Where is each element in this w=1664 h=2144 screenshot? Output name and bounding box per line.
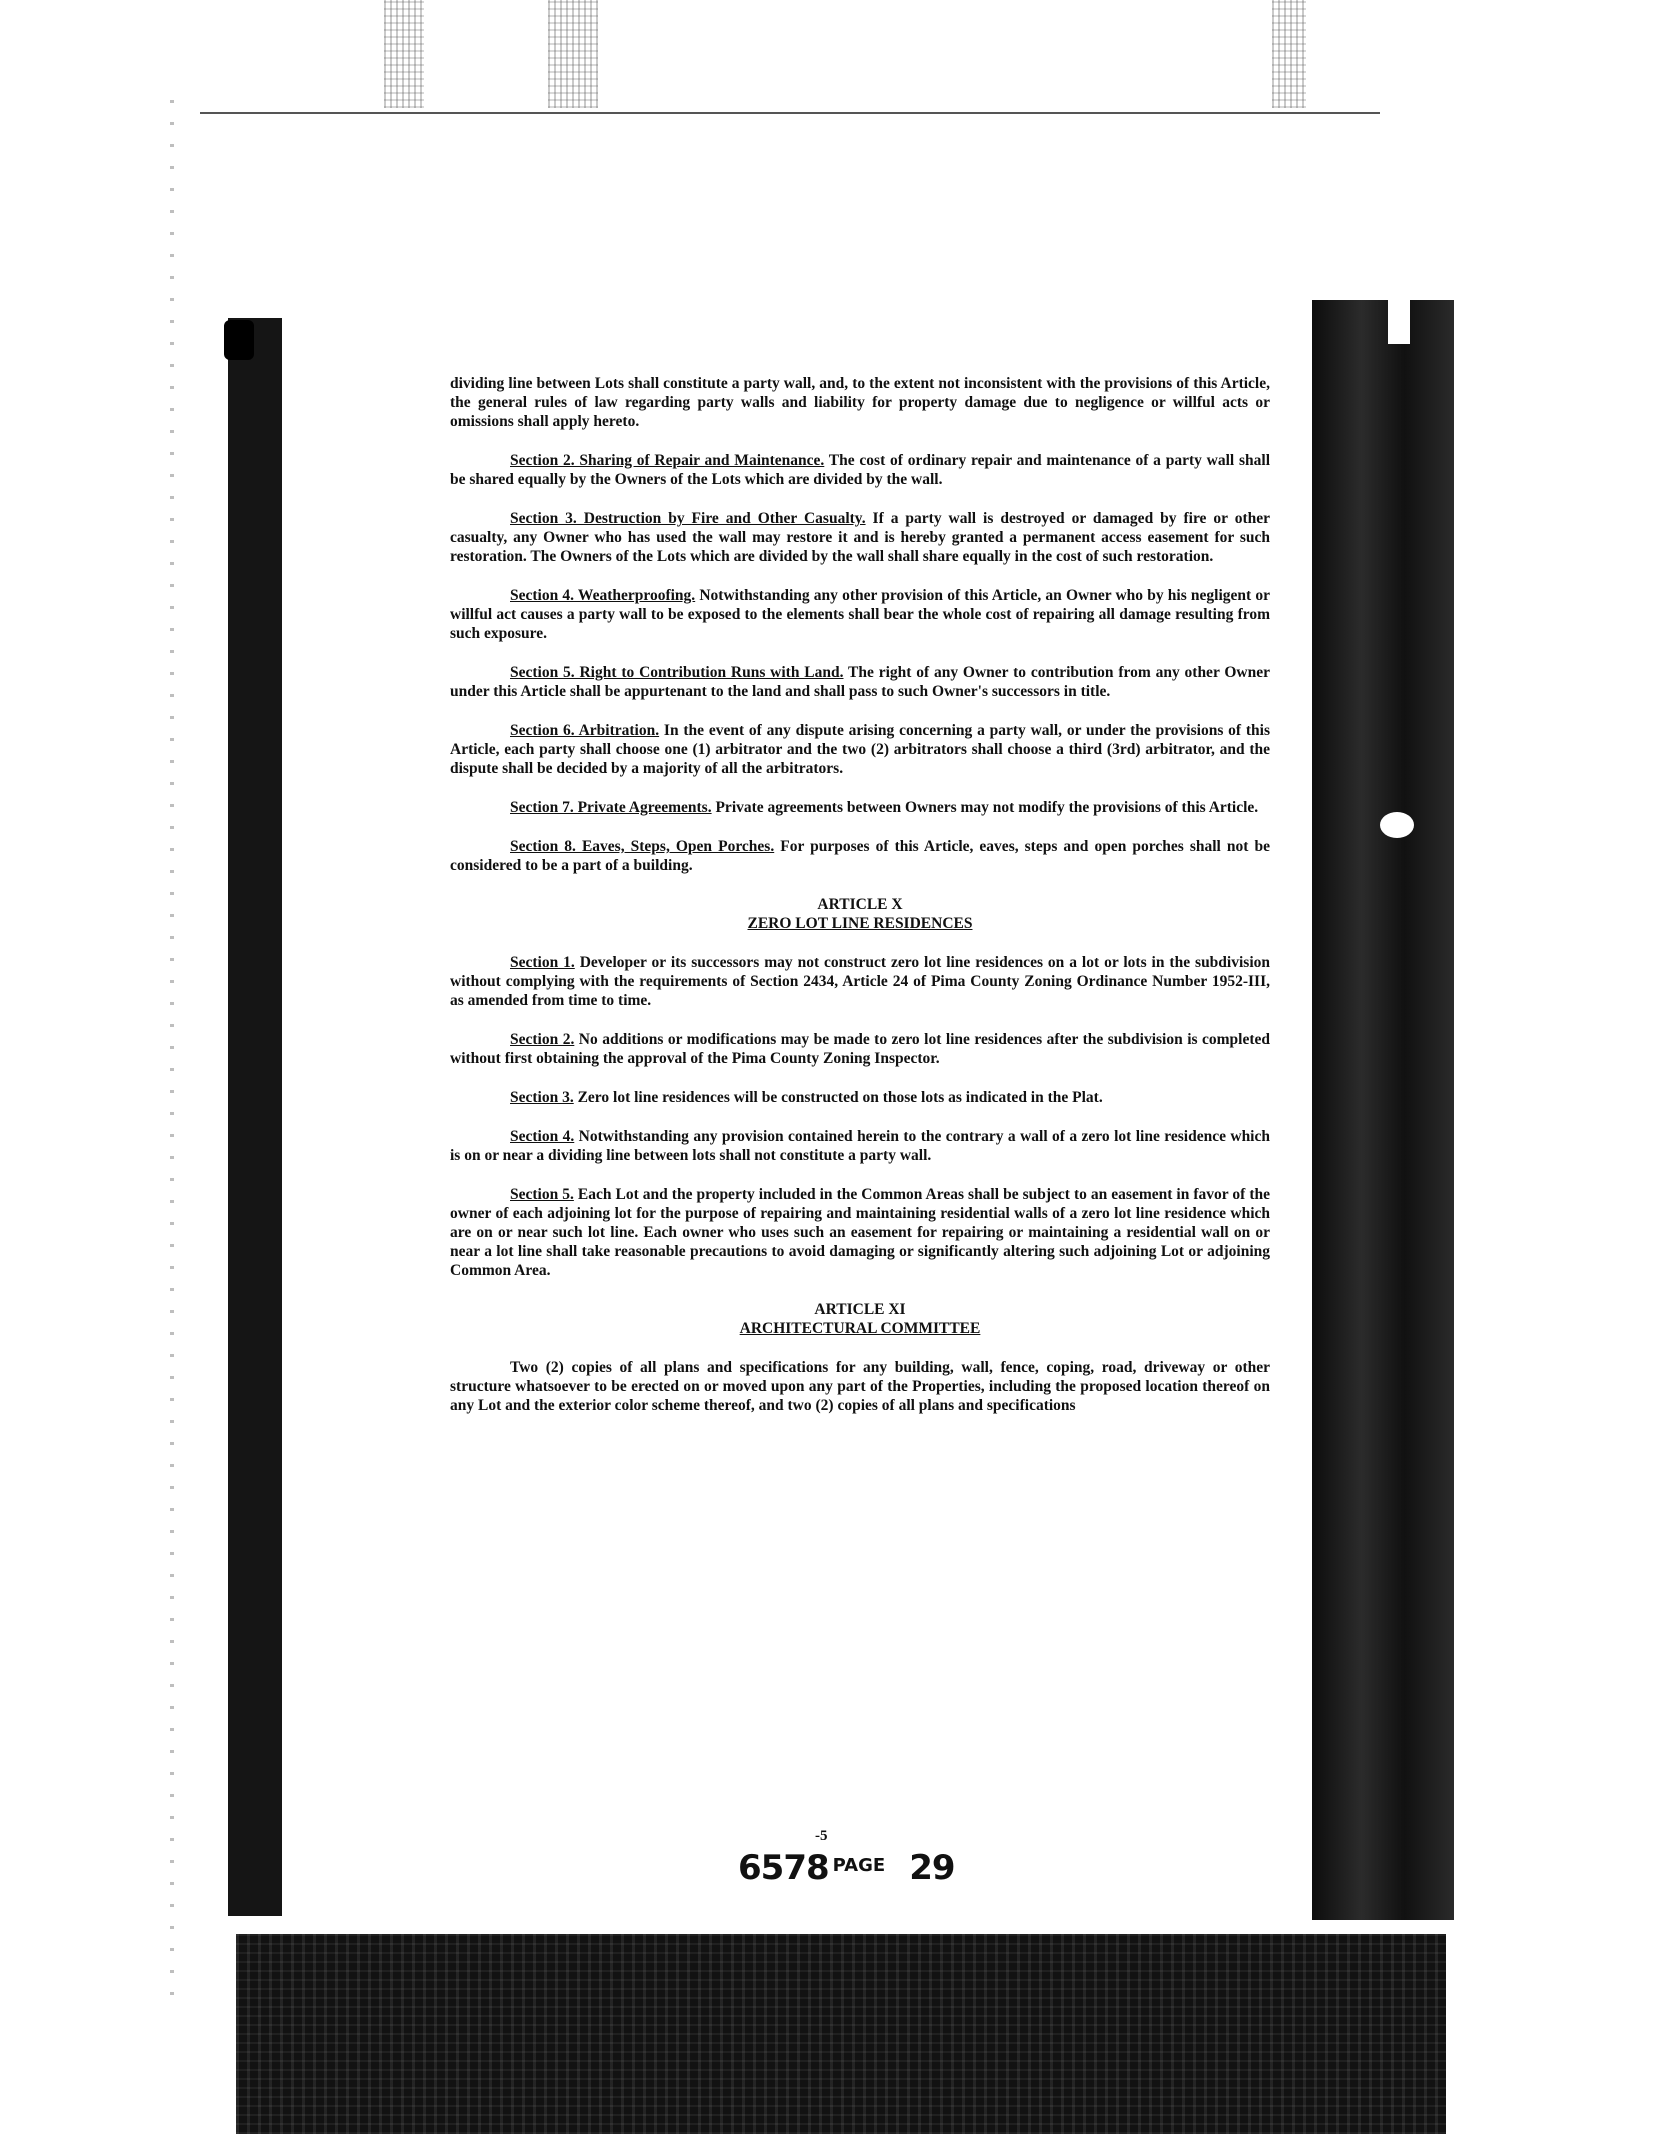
- recording-stamp: [738, 1848, 955, 1888]
- section-4-paragraph: [450, 586, 1270, 643]
- section-7-paragraph: [450, 798, 1270, 817]
- article-10-section-5-paragraph: [450, 1185, 1270, 1280]
- scan-bottom-dark-border: [236, 1934, 1446, 2134]
- stamp-page-label: PAGE: [832, 1855, 886, 1876]
- scan-left-border-tab: [224, 320, 254, 360]
- section-8-heading: Section 8. Eaves, Steps, Open Porches.: [510, 838, 775, 855]
- section-8-body: For purposes of this Article, eaves, steps and open porches shall not be considered to be a part of a building.: [450, 838, 1270, 874]
- section-4-heading: Section 4. Weatherproofing.: [510, 587, 696, 604]
- scan-speckle-top-3: [1272, 0, 1306, 108]
- section-2-heading: Section 2. Sharing of Repair and Maintenance.: [510, 452, 825, 469]
- section-7-body: Private agreements between Owners may not modify the provisions of this Article.: [711, 799, 1259, 816]
- article-10-section-4-paragraph: [450, 1127, 1270, 1165]
- scan-speckle-top-2: [548, 0, 598, 108]
- article-10-section-3-heading: Section 3.: [510, 1089, 574, 1106]
- article-10-section-1-paragraph: [450, 953, 1270, 1010]
- section-3-paragraph: [450, 509, 1270, 566]
- section-5-heading: Section 5. Right to Contribution Runs with Land.: [510, 664, 844, 681]
- article-10-section-5-heading: Section 5.: [510, 1186, 574, 1203]
- article-10-section-2-paragraph: [450, 1030, 1270, 1068]
- scan-left-edge-dots: [170, 100, 174, 2000]
- article-10-title: ZERO LOT LINE RESIDENCES: [747, 915, 973, 932]
- article-10-section-2-heading: Section 2.: [510, 1031, 575, 1048]
- intro-paragraph: dividing line between Lots shall constitute a party wall, and, to the extent not inconsistent with the provisions of this Article, the general rules of law regarding party walls and liability for property damage due to negligence or willful acts or omissions shall apply hereto.: [450, 375, 1270, 430]
- section-6-heading: Section 6. Arbitration.: [510, 722, 660, 739]
- section-3-heading: Section 3. Destruction by Fire and Other Casualty.: [510, 510, 866, 527]
- section-5-paragraph: [450, 663, 1270, 701]
- article-10-section-2-body: No additions or modifications may be made to zero lot line residences after the subdivision is completed without first obtaining the approval of the Pima County Zoning Inspector.: [450, 1031, 1271, 1067]
- scan-white-blob: [1380, 812, 1414, 838]
- section-7-heading: Section 7. Private Agreements.: [510, 799, 712, 816]
- article-10-section-4-body: Notwithstanding any provision contained herein to the contrary a wall of a zero lot line residence which is on or near a dividing line between lots shall not constitute a party wall.: [450, 1128, 1270, 1164]
- scan-right-border-notch: [1388, 296, 1410, 344]
- article-10-section-3-body: Zero lot line residences will be constructed on those lots as indicated in the Plat.: [573, 1089, 1103, 1106]
- article-10-section-1-heading: Section 1.: [510, 954, 575, 971]
- section-3-body: If a party wall is destroyed or damaged by fire or other casualty, any Owner who has used the wall may restore it and is hereby granted a permanent access easement for such restoration. The Owners of the Lots which are divided by the wall shall share equally in the cost of such restoration.: [450, 510, 1270, 565]
- page-number: -5: [815, 1828, 828, 1844]
- article-10-number: ARTICLE X: [817, 896, 903, 913]
- scan-left-dark-border: [228, 318, 282, 1916]
- article-10-section-1-body: Developer or its successors may not construct zero lot line residences on a lot or lots in the subdivision without complying with the requirements of Section 2434, Article 24 of Pima County Zoning Ordinance Number 1952-III, as amended from time to time.: [450, 954, 1270, 1009]
- scan-speckle-top-1: [384, 0, 424, 108]
- section-2-body: The cost of ordinary repair and maintenance of a party wall shall be shared equally by the Owners of the Lots which are divided by the wall.: [450, 452, 1271, 488]
- document-body: [450, 374, 1270, 1435]
- article-10-section-3-paragraph: [450, 1088, 1270, 1107]
- section-6-paragraph: [450, 721, 1270, 778]
- article-10-section-4-heading: Section 4.: [510, 1128, 575, 1145]
- scan-right-dark-border: [1312, 300, 1454, 1920]
- section-2-paragraph: [450, 451, 1270, 489]
- section-4-body: Notwithstanding any other provision of this Article, an Owner who by his negligent or willful act causes a party wall to be exposed to the elements shall bear the whole cost of repairing all damage resulting from such exposure.: [450, 587, 1271, 642]
- article-11-title: ARCHITECTURAL COMMITTEE: [739, 1320, 981, 1337]
- section-5-body: The right of any Owner to contribution from any other Owner under this Article shall be appurtenant to the land and shall pass to such Owner's successors in title.: [450, 664, 1270, 700]
- stamp-page-number: 29: [909, 1848, 955, 1888]
- stamp-book-number: 6578: [738, 1848, 829, 1888]
- article-11-number: ARTICLE XI: [814, 1301, 906, 1318]
- section-6-body: In the event of any dispute arising concerning a party wall, or under the provisions of this Article, each party shall choose one (1) arbitrator and the two (2) arbitrators shall choose a third (3rd) arbitrator, and the dispute shall be decided by a majority of all the arbitrators.: [450, 722, 1270, 777]
- article-11-paragraph: Two (2) copies of all plans and specifications for any building, wall, fence, coping, road, driveway or other structure whatsoever to be erected on or moved upon any part of the Properties, including the proposed location thereof on any Lot and the exterior color scheme thereof, and two (2) copies of all plans and specifications: [450, 1359, 1270, 1414]
- section-8-paragraph: [450, 837, 1270, 875]
- article-10-section-5-body: Each Lot and the property included in the Common Areas shall be subject to an easement in favor of the owner of each adjoining lot for the purpose of repairing and maintaining residential walls of a zero lot line residence which are on or near such lot line. Each owner who uses such an easement for repairing or maintaining a residential wall on or near a lot line shall take reasonable precautions to avoid damaging or significantly altering such adjoining Lot or adjoining Common Area.: [450, 1186, 1271, 1279]
- scan-top-rule: [200, 112, 1380, 114]
